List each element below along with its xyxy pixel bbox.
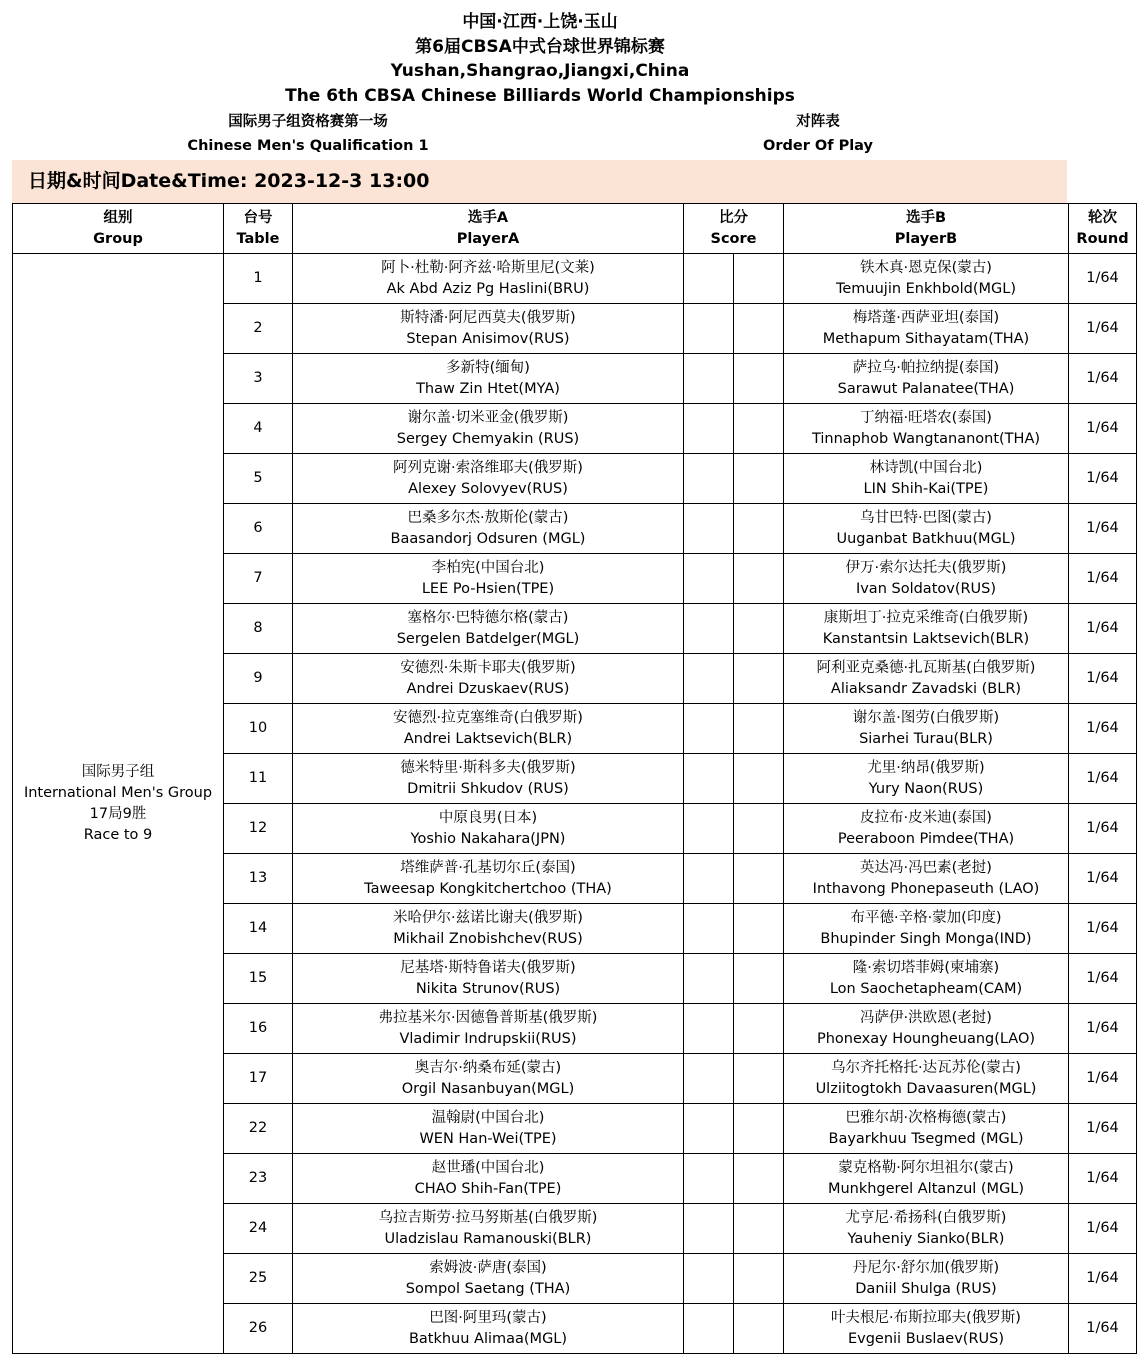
score-cell[interactable]	[684, 404, 784, 454]
player-b	[784, 454, 1069, 504]
match-table	[12, 203, 1137, 1354]
player-b-text: 英达冯·冯巴素(老挝)	[860, 859, 992, 876]
round-cell-text: 1/64	[1086, 770, 1119, 786]
player-a-text: 温翰尉(中国台北)	[431, 1109, 545, 1126]
score-cell[interactable]	[684, 304, 784, 354]
player-b	[784, 1304, 1069, 1354]
player-a-text: 巴图·阿里玛(蒙古)	[429, 1309, 547, 1326]
player-a-text: Batkhuu Alimaa(MGL)	[408, 1330, 568, 1347]
player-b	[784, 304, 1069, 354]
player-b-text: Ivan Soldatov(RUS)	[855, 580, 997, 597]
table-number-text: 1	[253, 270, 263, 286]
player-a-text: 阿列克谢·索洛维耶夫(俄罗斯)	[393, 459, 583, 476]
table-number	[224, 1254, 293, 1304]
table-number	[224, 1004, 293, 1054]
player-b-text: Tinnaphob Wangtananont(THA)	[811, 430, 1041, 447]
header-score: 比分 Score	[684, 204, 784, 254]
score-cell[interactable]	[684, 504, 784, 554]
title-line-location-en: Yushan,Shangrao,Jiangxi,China	[390, 61, 690, 81]
table-number-text: 25	[248, 1270, 268, 1286]
table-number	[224, 904, 293, 954]
score-cell[interactable]	[684, 1304, 784, 1354]
round-cell	[1069, 1204, 1137, 1254]
player-a	[293, 554, 684, 604]
round-cell-text: 1/64	[1086, 820, 1119, 836]
player-b-text: Bayarkhuu Tsegmed (MGL)	[828, 1130, 1024, 1147]
player-a-text: 李柏宪(中国台北)	[431, 559, 545, 576]
table-number	[224, 654, 293, 704]
player-a	[293, 704, 684, 754]
player-a-text: Sergelen Batdelger(MGL)	[396, 630, 580, 647]
player-b	[784, 654, 1069, 704]
table-number	[224, 754, 293, 804]
table-number	[224, 254, 293, 304]
player-b	[784, 904, 1069, 954]
player-a-text: Nikita Strunov(RUS)	[415, 980, 561, 997]
table-number	[224, 1104, 293, 1154]
player-b	[784, 404, 1069, 454]
player-a-text: 斯特潘·阿尼西莫夫(俄罗斯)	[400, 309, 576, 326]
score-cell[interactable]	[684, 804, 784, 854]
table-number	[224, 404, 293, 454]
player-b-text: 阿利亚克桑德·扎瓦斯基(白俄罗斯)	[816, 659, 1036, 676]
score-cell[interactable]	[684, 854, 784, 904]
round-cell	[1069, 704, 1137, 754]
player-a-text: 塞格尔·巴特德尔格(蒙古)	[407, 609, 569, 626]
player-b-text: 尤亨尼·希扬科(白俄罗斯)	[845, 1209, 1007, 1226]
table-number-text: 9	[253, 670, 263, 686]
player-a	[293, 654, 684, 704]
player-a-text: 德米特里·斯科多夫(俄罗斯)	[400, 759, 576, 776]
order-of-play-en: Order Of Play	[763, 138, 873, 154]
table-number-text: 6	[253, 520, 263, 536]
player-a	[293, 1054, 684, 1104]
title-line-event-en: The 6th CBSA Chinese Billiards World Championships	[285, 85, 795, 106]
table-number-text: 17	[248, 1070, 268, 1086]
table-number	[224, 454, 293, 504]
player-a-text: Andrei Dzuskaev(RUS)	[406, 680, 570, 697]
player-b-text: Uuganbat Batkhuu(MGL)	[836, 530, 1016, 547]
player-b-text: Peeraboon Pimdee(THA)	[837, 830, 1015, 847]
player-b-text: Munkhgerel Altanzul (MGL)	[827, 1180, 1025, 1197]
player-b-text: Evgenii Buslaev(RUS)	[847, 1330, 1005, 1347]
round-cell-text: 1/64	[1086, 1220, 1119, 1236]
title-line-event-cn: 第6届CBSA中式台球世界锦标赛	[415, 36, 665, 57]
round-cell	[1069, 254, 1137, 304]
title-block	[0, 10, 1080, 108]
score-cell[interactable]	[684, 1004, 784, 1054]
round-cell	[1069, 304, 1137, 354]
table-number-text: 13	[248, 870, 268, 886]
table-number	[224, 604, 293, 654]
round-cell	[1069, 1104, 1137, 1154]
player-b-text: Kanstantsin Laktsevich(BLR)	[822, 630, 1030, 647]
table-number	[224, 1154, 293, 1204]
score-cell[interactable]	[684, 354, 784, 404]
player-a-text: 阿卜·杜勒·阿齐兹·哈斯里尼(文莱)	[381, 259, 595, 276]
player-b-text: 尤里·纳昂(俄罗斯)	[867, 759, 985, 776]
table-row	[13, 254, 1137, 304]
round-cell-text: 1/64	[1086, 1120, 1119, 1136]
table-number	[224, 1204, 293, 1254]
player-a	[293, 354, 684, 404]
player-a	[293, 1204, 684, 1254]
table-number	[224, 854, 293, 904]
player-a-text: LEE Po-Hsien(TPE)	[421, 580, 555, 597]
player-b	[784, 254, 1069, 304]
table-number-text: 15	[248, 970, 268, 986]
player-b-text: Phonexay Houngheuang(LAO)	[816, 1030, 1036, 1047]
score-cell[interactable]	[684, 1054, 784, 1104]
round-cell	[1069, 654, 1137, 704]
score-cell[interactable]	[684, 904, 784, 954]
table-number-text: 4	[253, 420, 263, 436]
player-a-text: 谢尔盖·切米亚金(俄罗斯)	[407, 409, 569, 426]
table-number	[224, 554, 293, 604]
player-b-text: Bhupinder Singh Monga(IND)	[820, 930, 1032, 947]
player-a-text: Mikhail Znobishchev(RUS)	[393, 930, 583, 947]
player-a	[293, 804, 684, 854]
header-group: 组别 Group	[13, 204, 224, 254]
player-b-text: 皮拉布·皮米迪(泰国)	[860, 809, 992, 826]
round-cell	[1069, 554, 1137, 604]
player-a-text: WEN Han-Wei(TPE)	[419, 1130, 557, 1147]
player-b	[784, 554, 1069, 604]
table-number-text: 22	[248, 1120, 268, 1136]
player-b	[784, 704, 1069, 754]
player-b	[784, 1154, 1069, 1204]
player-a-text: 米哈伊尔·兹诺比谢夫(俄罗斯)	[393, 909, 583, 926]
player-b-text: Inthavong Phonepaseuth (LAO)	[812, 880, 1040, 897]
group-line: 国际男子组	[81, 763, 155, 780]
table-number	[224, 954, 293, 1004]
table-number	[224, 354, 293, 404]
player-a-text: 奥吉尔·纳桑布延(蒙古)	[414, 1059, 562, 1076]
header-player-a: 选手A PlayerA	[293, 204, 684, 254]
player-a	[293, 504, 684, 554]
player-a-text: 安德烈·拉克塞维奇(白俄罗斯)	[393, 709, 583, 726]
round-cell	[1069, 604, 1137, 654]
player-b-text: 丁纳福·旺塔农(泰国)	[860, 409, 992, 426]
title-line-location-cn: 中国·江西·上饶·玉山	[462, 12, 618, 32]
player-b	[784, 354, 1069, 404]
round-cell-text: 1/64	[1086, 570, 1119, 586]
round-cell-text: 1/64	[1086, 620, 1119, 636]
player-a-text: 乌拉吉斯劳·拉马努斯基(白俄罗斯)	[378, 1209, 598, 1226]
round-cell-text: 1/64	[1086, 270, 1119, 286]
player-a-text: 尼基塔·斯特鲁诺夫(俄罗斯)	[400, 959, 576, 976]
player-a-text: CHAO Shih-Fan(TPE)	[414, 1180, 562, 1197]
round-cell	[1069, 1304, 1137, 1354]
player-a	[293, 854, 684, 904]
player-b	[784, 1204, 1069, 1254]
round-cell-text: 1/64	[1086, 370, 1119, 386]
player-b	[784, 1054, 1069, 1104]
player-b	[784, 504, 1069, 554]
score-cell[interactable]	[684, 754, 784, 804]
player-a-text: 索姆波·萨唐(泰国)	[429, 1259, 547, 1276]
player-b-text: 谢尔盖·图劳(白俄罗斯)	[852, 709, 1000, 726]
player-b	[784, 754, 1069, 804]
player-a	[293, 1004, 684, 1054]
player-a	[293, 254, 684, 304]
player-a	[293, 1154, 684, 1204]
player-b-text: Sarawut Palanatee(THA)	[837, 380, 1015, 397]
player-a-text: Dmitrii Shkudov (RUS)	[407, 780, 569, 797]
player-a-text: Sergey Chemyakin (RUS)	[396, 430, 580, 447]
table-number-text: 24	[248, 1220, 268, 1236]
player-a-text: Orgil Nasanbuyan(MGL)	[401, 1080, 575, 1097]
round-cell	[1069, 454, 1137, 504]
score-cell[interactable]	[684, 454, 784, 504]
round-cell-text: 1/64	[1086, 970, 1119, 986]
player-a-text: Alexey Solovyev(RUS)	[408, 480, 568, 497]
player-b-text: Temuujin Enkhbold(MGL)	[835, 280, 1017, 297]
player-a-text: Sompol Saetang (THA)	[405, 1280, 571, 1297]
header-round: 轮次 Round	[1069, 204, 1137, 254]
round-cell	[1069, 904, 1137, 954]
player-b	[784, 1004, 1069, 1054]
match-rows	[13, 254, 1137, 1354]
table-number	[224, 804, 293, 854]
player-b-text: Yury Naon(RUS)	[868, 780, 984, 797]
header-player-b: 选手B PlayerB	[784, 204, 1069, 254]
round-cell	[1069, 354, 1137, 404]
player-a-text: Vladimir Indrupskii(RUS)	[399, 1030, 577, 1047]
player-b	[784, 804, 1069, 854]
round-cell-text: 1/64	[1086, 420, 1119, 436]
score-cell[interactable]	[684, 1204, 784, 1254]
player-b-text: Siarhei Turau(BLR)	[859, 730, 993, 747]
table-number	[224, 1304, 293, 1354]
round-cell	[1069, 954, 1137, 1004]
player-a-text: 安德烈·朱斯卡耶夫(俄罗斯)	[400, 659, 576, 676]
table-header-row	[13, 204, 1137, 254]
round-cell-text: 1/64	[1086, 470, 1119, 486]
player-a-text: Ak Abd Aziz Pg Haslini(BRU)	[386, 280, 590, 297]
score-cell[interactable]	[684, 1104, 784, 1154]
player-a-text: 多新特(缅甸)	[446, 359, 530, 376]
table-number-text: 14	[248, 920, 268, 936]
player-a-text: Taweesap Kongkitchertchoo (THA)	[364, 880, 612, 897]
group-line: Race to 9	[83, 826, 153, 843]
table-number-text: 7	[253, 570, 263, 586]
round-cell	[1069, 1154, 1137, 1204]
player-b-text: 巴雅尔胡·次格梅德(蒙古)	[845, 1109, 1007, 1126]
player-a	[293, 1104, 684, 1154]
round-cell-text: 1/64	[1086, 870, 1119, 886]
table-number-text: 26	[248, 1320, 268, 1336]
player-b	[784, 954, 1069, 1004]
round-cell-text: 1/64	[1086, 1170, 1119, 1186]
group-cell	[13, 254, 224, 1354]
table-number-text: 5	[253, 470, 263, 486]
player-b-text: 林诗凯(中国台北)	[869, 459, 983, 476]
table-number-text: 11	[248, 770, 268, 786]
player-a-text: Stepan Anisimov(RUS)	[406, 330, 570, 347]
round-cell	[1069, 504, 1137, 554]
table-number-text: 23	[248, 1170, 268, 1186]
round-cell	[1069, 404, 1137, 454]
round-cell-text: 1/64	[1086, 1020, 1119, 1036]
player-a	[293, 754, 684, 804]
player-b-text: 布平德·辛格·蒙加(印度)	[850, 909, 1002, 926]
score-cell[interactable]	[684, 254, 784, 304]
score-cell[interactable]	[684, 654, 784, 704]
player-b-text: 隆·索切塔菲姆(柬埔寨)	[852, 959, 1000, 976]
player-a	[293, 304, 684, 354]
player-b-text: 蒙克格勒·阿尔坦祖尔(蒙古)	[838, 1159, 1014, 1176]
player-b-text: 乌尔齐托格托·达瓦苏伦(蒙古)	[831, 1059, 1021, 1076]
round-cell-text: 1/64	[1086, 520, 1119, 536]
score-cell[interactable]	[684, 604, 784, 654]
event-stage-cn: 国际男子组资格赛第一场	[228, 114, 388, 130]
player-a	[293, 1254, 684, 1304]
score-cell[interactable]	[684, 704, 784, 754]
group-line: International Men's Group	[23, 784, 213, 801]
event-stage	[158, 110, 458, 158]
score-cell[interactable]	[684, 1154, 784, 1204]
round-cell	[1069, 1004, 1137, 1054]
player-a-text: Yoshio Nakahara(JPN)	[410, 830, 566, 847]
player-b	[784, 604, 1069, 654]
table-number-text: 12	[248, 820, 268, 836]
player-b	[784, 1104, 1069, 1154]
player-a	[293, 954, 684, 1004]
table-number-text: 10	[248, 720, 268, 736]
table-number	[224, 704, 293, 754]
header-table: 台号 Table	[224, 204, 293, 254]
round-cell-text: 1/64	[1086, 320, 1119, 336]
score-cell[interactable]	[684, 954, 784, 1004]
table-number-text: 3	[253, 370, 263, 386]
score-cell[interactable]	[684, 554, 784, 604]
player-b-text: 冯萨伊·洪欧恩(老挝)	[860, 1009, 992, 1026]
player-b-text: 铁木真·恩克保(蒙古)	[860, 259, 992, 276]
player-b	[784, 1254, 1069, 1304]
player-a-text: Andrei Laktsevich(BLR)	[403, 730, 573, 747]
player-a	[293, 604, 684, 654]
player-b-text: 叶夫根尼·布斯拉耶夫(俄罗斯)	[831, 1309, 1021, 1326]
table-number	[224, 504, 293, 554]
player-a-text: 赵世璠(中国台北)	[431, 1159, 545, 1176]
table-number-text: 16	[248, 1020, 268, 1036]
round-cell	[1069, 804, 1137, 854]
player-a-text: 塔维萨普·孔基切尔丘(泰国)	[400, 859, 576, 876]
date-time-label: 日期&时间Date&Time: 2023-12-3 13:00	[28, 170, 430, 192]
player-a	[293, 454, 684, 504]
player-b-text: Aliaksandr Zavadski (BLR)	[830, 680, 1022, 697]
table-number	[224, 304, 293, 354]
player-b-text: Daniil Shulga (RUS)	[855, 1280, 997, 1297]
round-cell-text: 1/64	[1086, 670, 1119, 686]
group-line: 17局9胜	[89, 805, 147, 822]
player-b-text: Ulziitogtokh Davaasuren(MGL)	[815, 1080, 1037, 1097]
round-cell-text: 1/64	[1086, 720, 1119, 736]
player-b	[784, 854, 1069, 904]
player-a	[293, 904, 684, 954]
player-b-text: Methapum Sithayatam(THA)	[822, 330, 1030, 347]
round-cell-text: 1/64	[1086, 1320, 1119, 1336]
player-a-text: 弗拉基米尔·因德鲁普斯基(俄罗斯)	[378, 1009, 598, 1026]
player-b-text: 梅塔蓬·西萨亚坦(泰国)	[852, 309, 1000, 326]
round-cell	[1069, 854, 1137, 904]
player-a-text: Uladzislau Ramanouski(BLR)	[384, 1230, 592, 1247]
player-b-text: 伊万·索尔达托夫(俄罗斯)	[845, 559, 1007, 576]
round-cell-text: 1/64	[1086, 1270, 1119, 1286]
player-a	[293, 1304, 684, 1354]
table-number-text: 2	[253, 320, 263, 336]
player-a-text: Baasandorj Odsuren (MGL)	[390, 530, 586, 547]
player-b-text: 丹尼尔·舒尔加(俄罗斯)	[852, 1259, 1000, 1276]
round-cell	[1069, 1054, 1137, 1104]
player-a-text: 中原良男(日本)	[438, 809, 538, 826]
table-number	[224, 1054, 293, 1104]
player-b-text: 萨拉乌·帕拉纳提(泰国)	[852, 359, 1000, 376]
player-b-text: Lon Saochetapheam(CAM)	[829, 980, 1023, 997]
player-a-text: Thaw Zin Htet(MYA)	[416, 380, 560, 397]
player-a-text: 巴桑多尔杰·敖斯伦(蒙古)	[407, 509, 569, 526]
player-b-text: 乌甘巴特·巴图(蒙古)	[860, 509, 992, 526]
table-number-text: 8	[253, 620, 263, 636]
round-cell	[1069, 1254, 1137, 1304]
player-a	[293, 404, 684, 454]
player-b-text: 康斯坦丁·拉克采维奇(白俄罗斯)	[823, 609, 1029, 626]
date-time-bar	[12, 160, 1067, 203]
round-cell	[1069, 754, 1137, 804]
player-b-text: LIN Shih-Kai(TPE)	[863, 480, 989, 497]
order-of-play-label	[718, 110, 918, 158]
score-cell[interactable]	[684, 1254, 784, 1304]
player-b-text: Yauheniy Sianko(BLR)	[847, 1230, 1005, 1247]
round-cell-text: 1/64	[1086, 920, 1119, 936]
event-stage-en: Chinese Men's Qualification 1	[187, 138, 429, 154]
order-of-play-cn: 对阵表	[796, 114, 840, 130]
subheader	[0, 110, 1080, 160]
round-cell-text: 1/64	[1086, 1070, 1119, 1086]
